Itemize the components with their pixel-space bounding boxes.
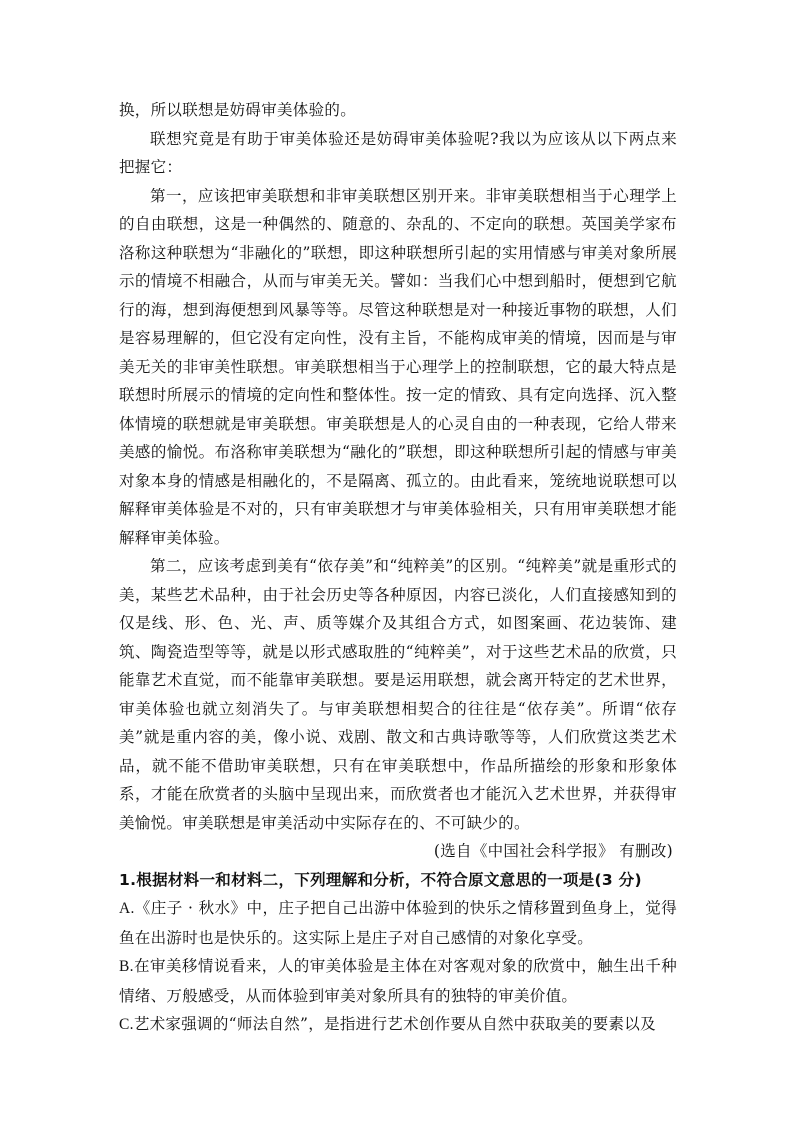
document-body xyxy=(119,96,677,1040)
option-a xyxy=(119,894,677,952)
question-title: 1.根据材料一和材料二，下列理解和分析，不符合原文意思的一项是(3 分) xyxy=(119,870,642,889)
option-b xyxy=(119,952,677,1010)
option-a-letter: A. xyxy=(119,900,135,917)
option-a-text: 《庄子 · 秋水》中，庄子把自己出游中体验到的快乐之情移置到鱼身上，觉得鱼在出游时也是快乐的。这实际上是庄子对自己感情的对象化享受。 xyxy=(119,899,677,947)
paragraph-question-intro: 联想究竟是有助于审美体验还是妨碍审美体验呢?我以为应该从以下两点来把握它： xyxy=(119,129,677,176)
paragraph-continuation: 换，所以联想是妨碍审美体验的。 xyxy=(119,101,357,119)
option-c-letter: C. xyxy=(119,1016,134,1033)
source-citation: (选自《中国社会科学报》 有删改) xyxy=(433,842,673,860)
paragraph-point-one: 第一，应该把审美联想和非审美联想区别开来。非审美联想相当于心理学上的自由联想，这是一种偶然的、随意的、杂乱的、不定向的联想。英国美学家布洛称这种联想为“非融化的”联想，即这种联想所引起的实用情感与审美对象所展示的情境不相融合，从而与审美无关。譬如：当我们心中想到船时，便想到它航行的海，想到海便想到风暴等等。尽管这种联想是对一种接近事物的联想，人们是容易理解的，但它没有定向性，没有主旨，不能构成审美的情境，因而是与审美无关的非审美性联想。审美联想相当于心理学上的控制联想，它的最大特点是联想时所展示的情境的定向性和整体性。按一定的情致、具有定向选择、沉入整体情境的联想就是审美联想。审美联想是人的心灵自由的一种表现，它给人带来美感的愉悦。布洛称审美联想为“融化的”联想，即这种联想所引起的情感与审美对象本身的情感是相融化的，不是隔离、孤立的。由此看来，笼统地说联想可以解释审美体验是不对的，只有审美联想才与审美体验相关，只有用审美联想才能解释审美体验。 xyxy=(119,186,677,547)
paragraph-point-two: 第二，应该考虑到美有“依存美”和“纯粹美”的区别。“纯粹美”就是重形式的美，某些艺术品种，由于社会历史等各种原因，内容已淡化，人们直接感知到的仅是线、形、色、光、声、质等媒介及其组合方式，如图案画、花边装饰、建筑、陶瓷造型等等，就是以形式感取胜的“纯粹美”，对于这些艺术品的欣赏，只能靠艺术直觉，而不能靠审美联想。要是运用联想，就会离开特定的艺术世界，审美体验也就立刻消失了。与审美联想相契合的往往是“依存美”。所谓“依存美”就是重内容的美，像小说、戏剧、散文和古典诗歌等等，人们欣赏这类艺术品，就不能不借助审美联想，只有在审美联想中，作品所描绘的形象和形象体系，才能在欣赏者的头脑中呈现出来，而欣赏者也才能沉入艺术世界，并获得审美愉悦。审美联想是审美活动中实际存在的、不可缺少的。 xyxy=(119,557,677,832)
option-c-text: 艺术家强调的“师法自然”，是指进行艺术创作要从自然中获取美的要素以及 xyxy=(133,1015,656,1033)
option-b-text: 在审美移情说看来，人的审美体验是主体在对客观对象的欣赏中，触生出千种情绪、万般感受，从而体验到审美对象所具有的独特的审美价值。 xyxy=(119,957,677,1005)
option-b-letter: B. xyxy=(119,958,134,975)
option-c xyxy=(119,1010,677,1040)
